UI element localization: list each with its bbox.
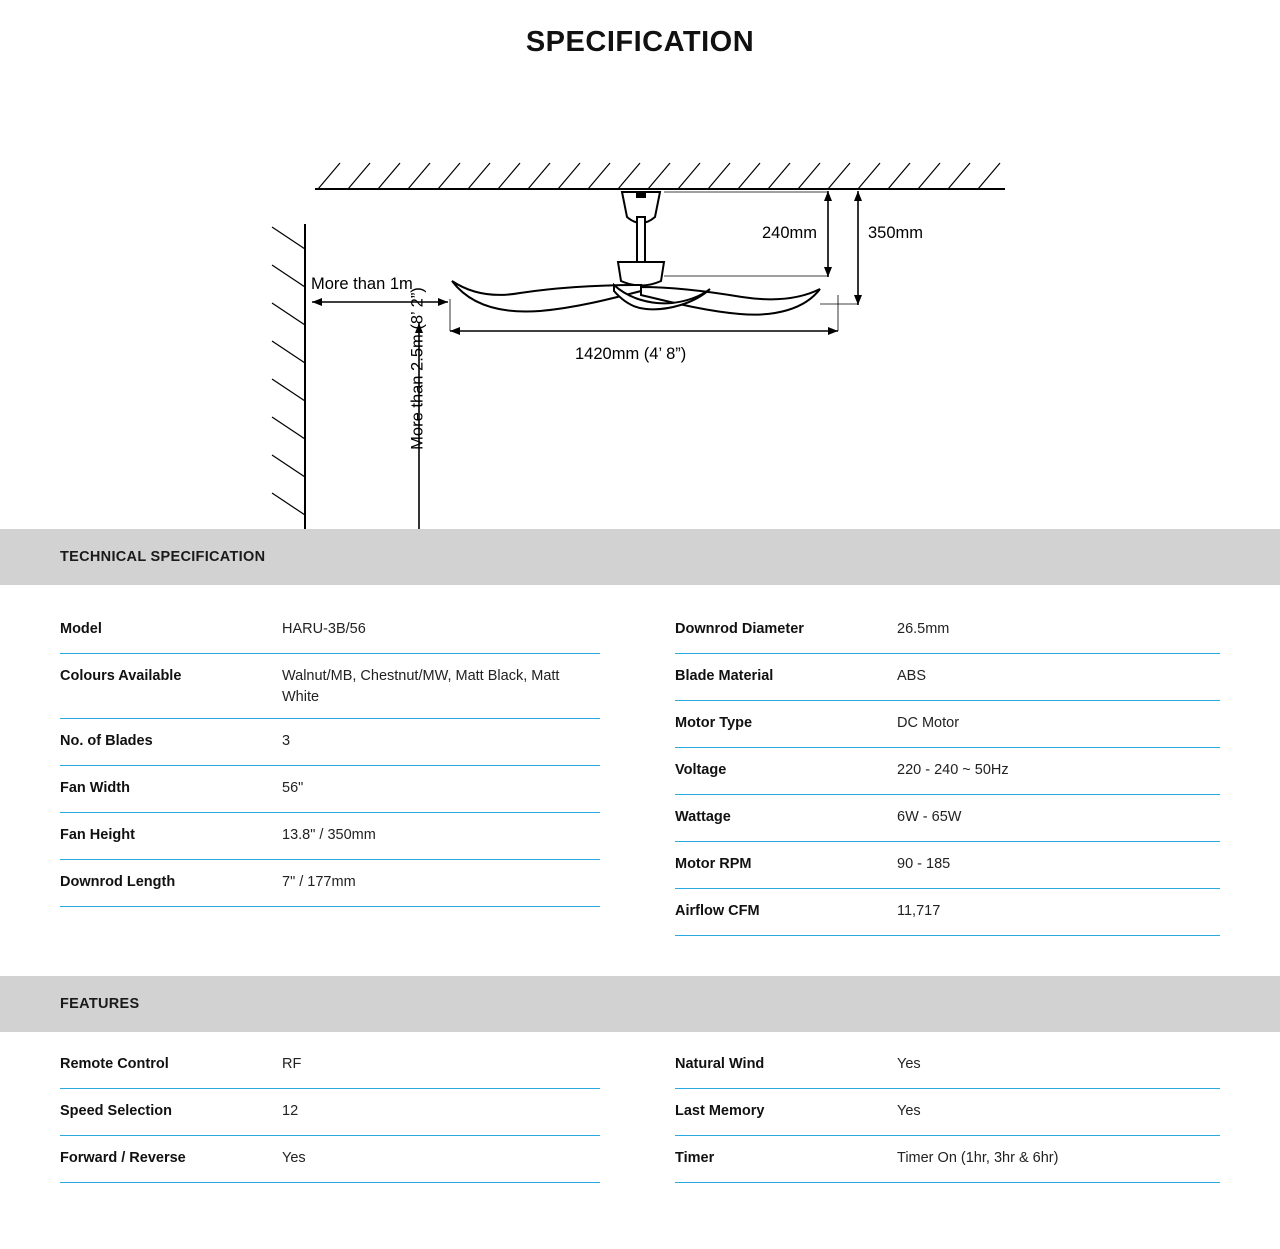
ceiling-fan-illustration [452,192,820,315]
spec-value: 12 [282,1103,299,1119]
technical-specification-band [0,529,1280,585]
spec-value: 26.5mm [897,621,950,637]
label-350mm: 350mm [868,224,924,242]
spec-value: 13.8" / 350mm [282,827,376,844]
spec-key: Wattage [675,809,731,825]
table-row [675,795,1220,842]
technical-left-column [60,607,640,936]
table-row [60,607,600,654]
spec-value: Timer On (1hr, 3hr & 6hr) [897,1150,1059,1166]
spec-key: Motor RPM [675,856,752,872]
features-right-column [640,1042,1220,1183]
diagram-svg [0,59,1280,529]
spec-value: 7" / 177mm [282,874,356,891]
table-row [60,1042,600,1089]
table-row [60,654,600,719]
spec-value: RF [282,1056,302,1072]
label-240mm: 240mm [762,224,818,242]
spec-key: Downrod Diameter [675,621,804,637]
technical-right-column [640,607,1220,936]
technical-specification-title: TECHNICAL SPECIFICATION [60,549,266,565]
installation-diagram [0,59,1280,529]
spec-value: DC Motor [897,715,960,731]
spec-key: Motor Type [675,715,753,731]
table-row [675,654,1220,701]
table-row [675,889,1220,936]
features-title: FEATURES [60,996,140,1012]
spec-key: Colours Available [60,668,182,684]
spec-key: Remote Control [60,1056,169,1072]
spec-value: ABS [897,668,927,684]
spec-value: 56" [282,780,304,797]
spec-key: Natural Wind [675,1056,765,1072]
table-row [675,748,1220,795]
spec-key: Speed Selection [60,1103,173,1119]
technical-specification-table [0,607,1280,936]
table-row [60,1136,600,1183]
table-row [675,1042,1220,1089]
spec-key: Model [60,621,102,637]
table-row [675,1089,1220,1136]
spec-value: 6W - 65W [897,809,962,825]
ceiling-hatching [315,163,1005,189]
table-row [60,719,600,766]
table-row [60,1089,600,1136]
table-row [60,766,600,813]
spec-value: 90 - 185 [897,856,951,872]
table-row [60,813,600,860]
table-row [675,1136,1220,1183]
spec-key: Forward / Reverse [60,1150,186,1166]
spec-key: Last Memory [675,1103,765,1119]
table-row [675,842,1220,889]
spec-value: Yes [897,1103,921,1119]
spec-value: Walnut/MB, Chestnut/MW, Matt Black, Matt White [282,668,560,706]
label-wall-clearance: More than 1m [311,275,413,293]
features-left-column [60,1042,640,1183]
features-table [0,1042,1280,1183]
spec-value: Yes [282,1150,306,1166]
spec-key: Timer [675,1150,715,1166]
label-floor-clearance: More than 2.5m (8’ 2”) [408,287,427,450]
table-row [675,607,1220,654]
table-row [675,701,1220,748]
dimension-350mm [820,191,862,305]
spec-value: HARU-3B/56 [282,621,366,637]
spec-value: 220 - 240 ~ 50Hz [897,762,1009,778]
label-blade-span: 1420mm (4’ 8”) [575,345,687,363]
spec-key: Voltage [675,762,727,778]
wall-hatching [272,224,305,529]
spec-value: 11,717 [897,903,941,919]
spec-key: Downrod Length [60,874,176,891]
spec-key: Blade Material [675,668,774,684]
table-row [60,860,600,907]
spec-value: Yes [897,1056,921,1072]
features-band [0,976,1280,1032]
spec-key: No. of Blades [60,733,153,750]
spec-value: 3 [282,733,291,750]
spec-key: Airflow CFM [675,903,760,919]
spec-key: Fan Height [60,827,135,844]
dimension-wall-clearance [312,298,448,306]
page-title: SPECIFICATION [525,26,755,58]
spec-key: Fan Width [60,780,130,797]
